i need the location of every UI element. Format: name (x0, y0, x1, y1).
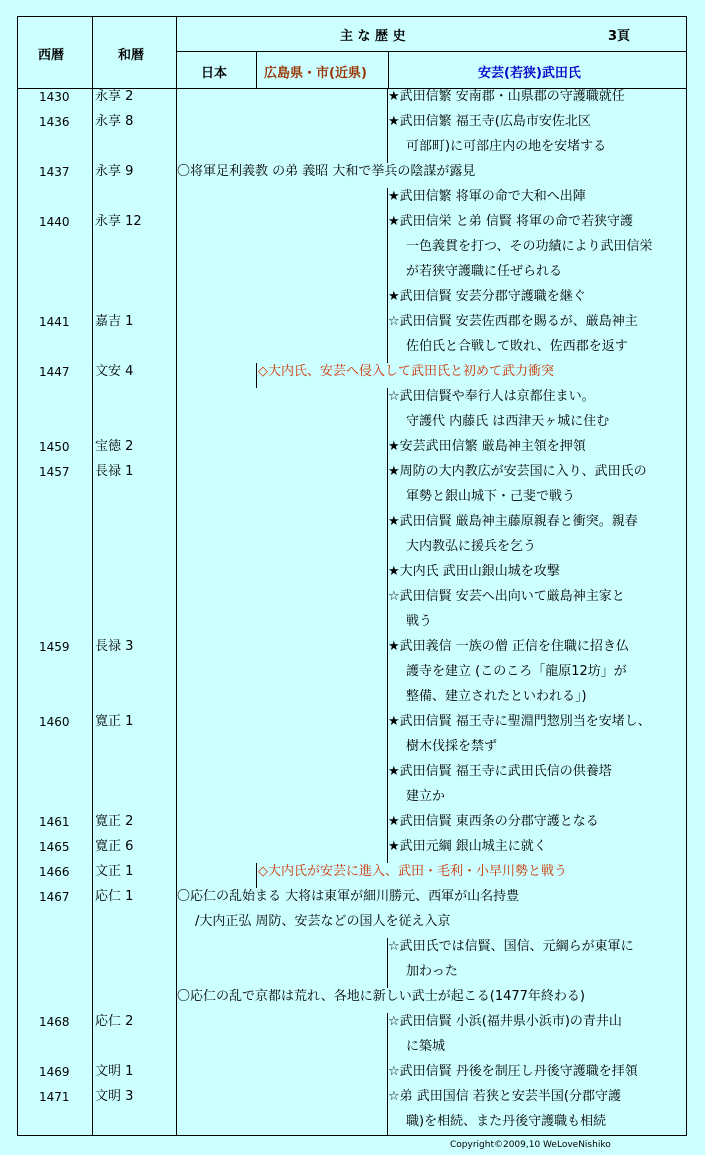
takeda-event: 大内教弘に援兵を乞う (406, 539, 537, 554)
japan-event: 〇応仁の乱で京都は荒れ、各地に新しい武士が起こる(1477年終わる) (177, 989, 586, 1004)
era-cell: 応仁 1 (95, 889, 134, 904)
takeda-event: ☆武田信賢 丹後を制圧し丹後守護職を拝領 (388, 1064, 638, 1079)
takeda-event: が若狭守護職に任ぜられる (406, 264, 563, 279)
hiroshima-event: ◇大内氏、安芸へ侵入して武田氏と初めて武力衝突 (258, 364, 554, 379)
era-cell: 応仁 2 (95, 1014, 134, 1029)
takeda-event: 整備、建立されたといわれる」) (406, 689, 587, 704)
header-page-number: 3頁 (608, 29, 631, 44)
takeda-event: ☆武田信賢 安芸へ出向いて厳島神主家と (388, 589, 625, 604)
era-cell: 文明 1 (95, 1064, 134, 1079)
takeda-event: ☆武田信賢 小浜(福井県小浜市)の青井山 (388, 1014, 622, 1029)
era-cell: 文明 3 (95, 1089, 134, 1104)
takeda-event: 一色義貫を打つ、その功績により武田信栄 (406, 239, 653, 254)
takeda-event: ★大内氏 武田山銀山城を攻撃 (388, 564, 560, 579)
year-cell: 1460 (39, 715, 70, 729)
takeda-event: 職)を相続、また丹後守護職も相続 (406, 1114, 607, 1129)
era-cell: 寛正 6 (95, 839, 134, 854)
year-cell: 1441 (39, 315, 70, 329)
header-split-line (176, 51, 687, 52)
takeda-event: ★武田信賢 福王寺に聖淵門惣別当を安堵し、 (388, 714, 651, 729)
takeda-column-rule (387, 938, 388, 988)
takeda-event: 樹木伐採を禁ず (406, 739, 498, 754)
era-cell: 永享 9 (95, 164, 134, 179)
header-wareki: 和暦 (118, 48, 145, 63)
takeda-event: ☆弟 武田国信 若狭と安芸半国(分郡守護 (388, 1089, 621, 1104)
takeda-event: ★武田信繁 将軍の命で大和へ出陣 (388, 189, 586, 204)
takeda-event: に築城 (406, 1039, 446, 1054)
era-cell: 長禄 3 (95, 639, 134, 654)
era-cell: 文安 4 (95, 364, 134, 379)
takeda-event: 守護代 内藤氏 は西津天ヶ城に住む (406, 414, 610, 429)
header-takeda: 安芸(若狭)武田氏 (478, 66, 581, 81)
era-cell: 長禄 1 (95, 464, 134, 479)
year-cell: 1467 (39, 890, 70, 904)
hiroshima-row-rule (256, 363, 257, 388)
japan-event: 〇将軍足利義教 の弟 義昭 大和で挙兵の陰謀が露見 (177, 164, 476, 179)
takeda-column-rule (387, 88, 388, 163)
year-cell: 1437 (39, 165, 70, 179)
year-cell: 1461 (39, 815, 70, 829)
takeda-event: ☆武田氏では信賢、国信、元綱らが東軍に (388, 939, 634, 954)
year-cell: 1440 (39, 215, 70, 229)
divider-era-japan (176, 16, 177, 1136)
takeda-column-rule (387, 188, 388, 363)
year-cell: 1447 (39, 365, 70, 379)
year-cell: 1459 (39, 640, 70, 654)
takeda-event: 建立か (406, 789, 446, 804)
takeda-event: ☆武田信賢 安芸佐西郡を賜るが、厳島神主 (388, 314, 638, 329)
takeda-event: ☆武田信賢や奉行人は京都住まい。 (388, 389, 595, 404)
header-seireki: 西暦 (38, 48, 65, 63)
takeda-event: 佐伯氏と合戦して敗れ、佐西郡を返す (406, 339, 628, 354)
takeda-event: ★武田信賢 福王寺に武田氏信の供養塔 (388, 764, 612, 779)
year-cell: 1468 (39, 1015, 70, 1029)
takeda-event: 戦う (406, 614, 433, 629)
takeda-event: ★武田義信 一族の僧 正信を住職に招き仏 (388, 639, 629, 654)
takeda-event: ★武田信賢 安芸分郡守護職を継ぐ (388, 289, 586, 304)
takeda-event: ★周防の大内教広が安芸国に入り、武田氏の (388, 464, 647, 479)
copyright-notice: Copyright©2009,10 WeLoveNishiko (450, 1140, 611, 1150)
takeda-event: ★武田元綱 銀山城主に就く (388, 839, 547, 854)
divider-hiroshima-takeda (388, 52, 389, 88)
year-cell: 1471 (39, 1090, 70, 1104)
takeda-event: ★武田信繁 安南郡・山県郡の守護職就任 (388, 89, 625, 104)
year-cell: 1457 (39, 465, 70, 479)
hiroshima-row-rule (256, 863, 257, 888)
era-cell: 永享 12 (95, 214, 142, 229)
header-main-history: 主 な 歴 史 (340, 29, 406, 44)
year-cell: 1430 (39, 90, 70, 104)
takeda-event: 軍勢と銀山城下・己斐で戦う (406, 489, 576, 504)
takeda-event: 可部町)に可部庄内の地を安堵する (406, 139, 607, 154)
japan-event: /大内正弘 周防、安芸などの国人を従え入京 (195, 914, 451, 929)
era-cell: 寛正 2 (95, 814, 134, 829)
era-cell: 嘉吉 1 (95, 314, 134, 329)
era-cell: 寛正 1 (95, 714, 134, 729)
history-table-frame (17, 16, 687, 1136)
takeda-event: ★武田信繁 福王寺(広島市安佐北区 (388, 114, 591, 129)
header-hiroshima: 広島県・市(近県) (264, 66, 367, 81)
era-cell: 永享 2 (95, 89, 134, 104)
year-cell: 1436 (39, 115, 70, 129)
takeda-event: 護寺を建立 (このころ「龍原12坊」が (406, 664, 627, 679)
takeda-event: ★武田信賢 東西条の分郡守護となる (388, 814, 599, 829)
year-cell: 1466 (39, 865, 70, 879)
takeda-event: ★武田信賢 厳島神主藤原親春と衝突。親春 (388, 514, 638, 529)
year-cell: 1450 (39, 440, 70, 454)
era-cell: 文正 1 (95, 864, 134, 879)
takeda-column-rule (387, 388, 388, 863)
era-cell: 永享 8 (95, 114, 134, 129)
takeda-column-rule (387, 1013, 388, 1135)
header-japan: 日本 (201, 66, 228, 81)
japan-event: 〇応仁の乱始まる 大将は東軍が細川勝元、西軍が山名持豊 (177, 889, 520, 904)
divider-year-era (92, 16, 93, 1136)
era-cell: 宝徳 2 (95, 439, 134, 454)
takeda-event: ★安芸武田信繁 厳島神主領を押領 (388, 439, 586, 454)
hiroshima-event: ◇大内氏が安芸に進入、武田・毛利・小早川勢と戦う (258, 864, 567, 879)
takeda-event: 加わった (406, 964, 458, 979)
takeda-event: ★武田信栄 と弟 信賢 将軍の命で若狭守護 (388, 214, 634, 229)
divider-japan-hiroshima (256, 52, 257, 88)
year-cell: 1465 (39, 840, 70, 854)
year-cell: 1469 (39, 1065, 70, 1079)
